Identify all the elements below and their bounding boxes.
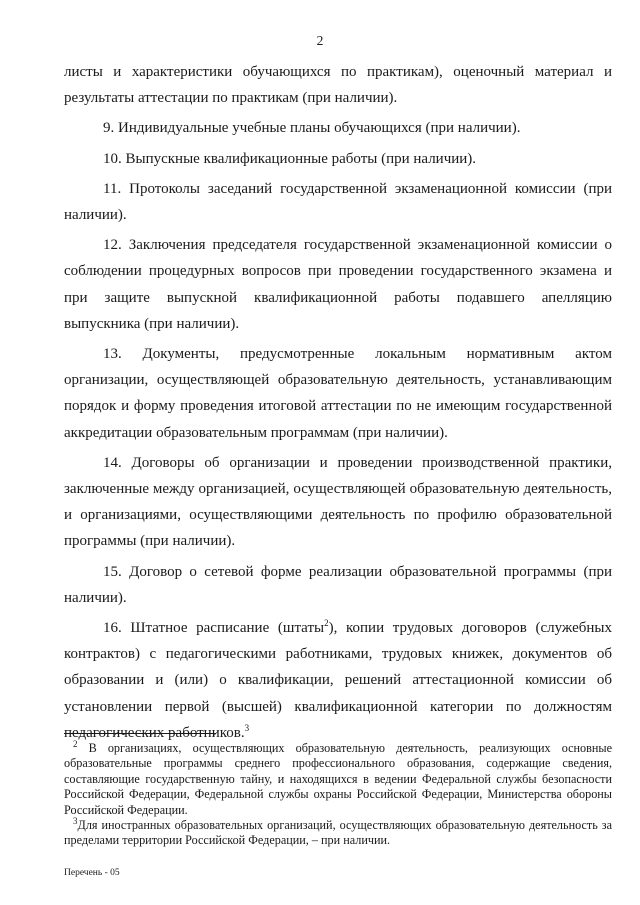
footnote-3-text: Для иностранных образовательных организаций, осуществляющих образовательную деятельность за пределами территории Российской Федерации, – при наличии. xyxy=(64,818,612,848)
footnote-2 xyxy=(64,738,612,818)
footnote-3 xyxy=(64,815,612,849)
footnote-ref-2[interactable]: 2 xyxy=(324,618,329,629)
paragraph-item-13: 13. Документы, предусмотренные локальным нормативным актом организации, осуществляющей образовательную деятельность, устанавливающим порядок и форму проведения итоговой аттестации по не имеющим государственной аккредитации образовательным программам (при наличии). xyxy=(64,346,612,441)
paragraph-item-9: 9. Индивидуальные учебные планы обучающихся (при наличии). xyxy=(103,120,521,137)
paragraph-item-12: 12. Заключения председателя государственной экзаменационной комиссии о соблюдении процедурных вопросов при проведении государственного экзамена и при защите выпускной квалификационной работы подавшего апелляцию выпускника (при наличии). xyxy=(64,237,612,332)
page-footer: Перечень - 05 xyxy=(64,868,120,878)
paragraph-item-14: 14. Договоры об организации и проведении производственной практики, заключенные между организацией, осуществляющей образовательную деятельность, и организациями, осуществляющими деятельность по профилю образовательной программы (при наличии). xyxy=(64,454,612,550)
footnote-ref-3[interactable]: 3 xyxy=(244,722,250,733)
paragraph-item-11: 11. Протоколы заседаний государственной экзаменационной комиссии (при наличии). xyxy=(64,180,612,224)
footnotes xyxy=(64,738,612,849)
footnote-divider xyxy=(64,733,216,734)
paragraph-item-16 xyxy=(64,615,612,746)
footnote-2-text: В организациях, осуществляющих образовательную деятельность, реализующих основные образовательные программы среднего профессионального образования, содержащие сведения, составляющие государственную тайну, и находящихся в ведении Федеральной службы безопасности Российской Федерации, Федеральной службы охраны Российской Федерации, Министерства обороны Российской Федерации. xyxy=(64,741,612,817)
page-number: 2 xyxy=(316,33,324,48)
paragraph-item-10: 10. Выпускные квалификационные работы (при наличии). xyxy=(103,150,477,167)
paragraph-item-16-text-b: ), копии трудовых договоров (служебных контрактов) с педагогическими работниками, трудовых книжек, документов об образовании и (или) о квалификации, решений аттестационной комиссии об установлении первой (высшей) квалификационной категории по должностям педагогических работников. xyxy=(64,620,612,741)
footnote-mark-3: 3 xyxy=(73,815,78,826)
paragraph-continuation: листы и характеристики обучающихся по практикам), оценочный материал и результаты аттестации по практикам (при наличии). xyxy=(64,64,612,107)
paragraph-item-16-text-a: 16. Штатное расписание (штаты xyxy=(103,620,325,637)
footnote-mark-2: 2 xyxy=(73,738,78,749)
document-body xyxy=(64,59,612,746)
paragraph-item-15: 15. Договор о сетевой форме реализации образовательной программы (при наличии). xyxy=(64,563,612,606)
